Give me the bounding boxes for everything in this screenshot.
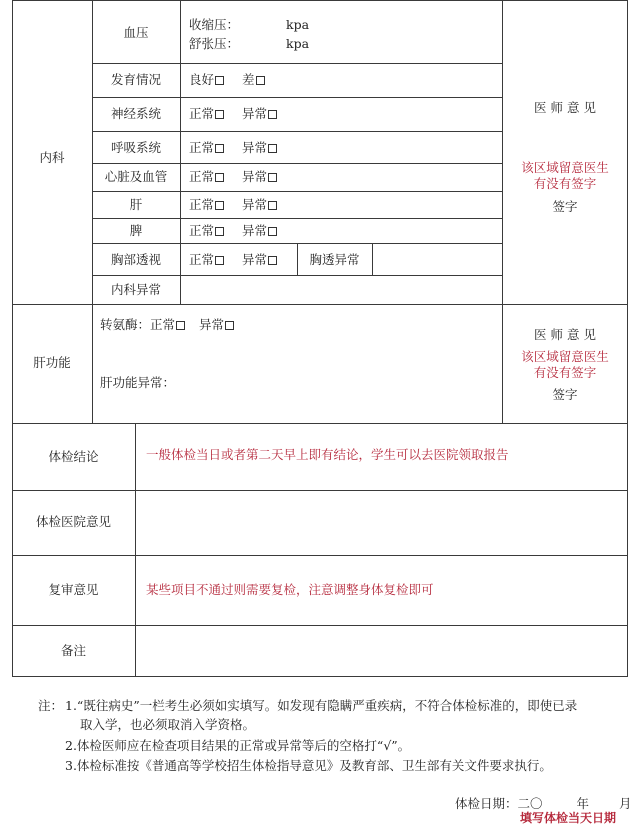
checkbox-abnormal[interactable] <box>268 256 277 265</box>
checkbox-abnormal[interactable] <box>225 321 234 330</box>
checkbox-abnormal[interactable] <box>268 173 277 182</box>
checkbox-normal[interactable] <box>215 110 224 119</box>
diastolic-unit: kpa <box>286 36 310 51</box>
annotation-doctor-signature: 有没有签字 <box>533 176 597 191</box>
option-normal: 正常 <box>189 223 224 239</box>
divider <box>180 0 181 305</box>
note-item: 1.“既往病史”一栏考生必须如实填写。如发现有隐瞒严重疾病，不符合体检标准的，即使已录 <box>65 698 578 713</box>
row-line <box>12 555 628 556</box>
divider <box>372 243 373 275</box>
row-line <box>92 243 502 244</box>
row-label-heart: 心脏及血管 <box>104 169 168 184</box>
option-abnormal: 异常 <box>242 252 277 268</box>
checkbox-normal[interactable] <box>215 256 224 265</box>
row-line <box>92 218 502 219</box>
row-label-review-opinion: 复审意见 <box>48 582 99 597</box>
row-label-liver: 肝 <box>129 197 143 212</box>
option-normal: 正常 <box>189 169 224 185</box>
row-label-blood-pressure: 血压 <box>123 25 149 40</box>
row-label-nervous: 神经系统 <box>110 106 161 121</box>
doctor-opinion-label: 医 师 意 见 <box>534 100 596 115</box>
liver-abnormal-label: 肝功能异常： <box>100 375 176 390</box>
checkbox-normal[interactable] <box>215 201 224 210</box>
note-item: 取入学，也必须取消入学资格。 <box>80 717 256 732</box>
annotation-doctor-signature: 该区域留意医生 <box>521 349 609 364</box>
option-abnormal: 异常 <box>242 223 277 239</box>
checkbox-abnormal[interactable] <box>268 144 277 153</box>
option-normal: 正常 <box>189 252 224 268</box>
row-line <box>92 191 502 192</box>
option-abnormal: 异常 <box>242 140 277 156</box>
diastolic-label: 舒张压： <box>189 36 240 51</box>
checkbox-poor[interactable] <box>256 76 265 85</box>
row-label-chest-xray: 胸部透视 <box>110 252 161 267</box>
divider <box>502 0 503 305</box>
signature-label: 签字 <box>552 387 578 402</box>
option-abnormal: 异常 <box>242 169 277 185</box>
signature-label: 签字 <box>552 199 578 214</box>
annotation-doctor-signature: 有没有签字 <box>533 365 597 380</box>
row-label-internal-abnormal: 内科异常 <box>110 282 161 297</box>
row-line <box>92 97 502 98</box>
row-line <box>92 63 502 64</box>
annotation-review: 某些项目不通过则需要复检，注意调整身体复检即可 <box>146 582 434 597</box>
systolic-label: 收缩压： <box>189 17 240 32</box>
option-normal: 正常 <box>189 197 224 213</box>
chest-xray-abnormal-label: 胸透异常 <box>309 252 360 267</box>
checkbox-normal[interactable] <box>215 173 224 182</box>
checkbox-abnormal[interactable] <box>268 227 277 236</box>
annotation-doctor-signature: 该区域留意医生 <box>521 160 609 175</box>
note-item: 2.体检医师应在检查项目结果的正常或异常等后的空格打“√”。 <box>65 738 411 753</box>
row-line <box>12 490 628 491</box>
option-poor: 差 <box>242 72 265 88</box>
row-label-spleen: 脾 <box>129 223 143 238</box>
section-label-internal: 内科 <box>39 150 65 165</box>
checkbox-abnormal[interactable] <box>268 110 277 119</box>
notes-prefix: 注： <box>38 698 64 713</box>
divider <box>135 423 136 677</box>
row-line <box>92 163 502 164</box>
checkbox-good[interactable] <box>215 76 224 85</box>
note-item: 3.体检标准按《普通高等学校招生体检指导意见》及教育部、卫生部有关文件要求执行。 <box>65 758 552 773</box>
option-good: 良好 <box>189 72 224 88</box>
checkbox-abnormal[interactable] <box>268 201 277 210</box>
annotation-conclusion: 一般体检当日或者第二天早上即有结论，学生可以去医院领取报告 <box>146 447 509 462</box>
checkbox-normal[interactable] <box>215 227 224 236</box>
row-label-conclusion: 体检结论 <box>48 449 99 464</box>
row-label-respiratory: 呼吸系统 <box>110 140 161 155</box>
annotation-exam-date: 填写体检当天日期 <box>520 811 617 825</box>
option-normal: 正常 <box>189 106 224 122</box>
row-line <box>92 131 502 132</box>
option-normal: 正常 <box>189 140 224 156</box>
systolic-unit: kpa <box>286 17 310 32</box>
option-abnormal: 异常 <box>242 106 277 122</box>
row-label-hospital-opinion: 体检医院意见 <box>35 514 111 529</box>
row-label-remarks: 备注 <box>60 643 86 658</box>
row-label-development: 发育情况 <box>110 72 161 87</box>
divider <box>92 304 93 424</box>
section-label-liver-function: 肝功能 <box>33 355 71 370</box>
row-line <box>12 625 628 626</box>
checkbox-normal[interactable] <box>215 144 224 153</box>
checkbox-normal[interactable] <box>176 321 185 330</box>
doctor-opinion-label: 医 师 意 见 <box>534 327 596 342</box>
row-line <box>92 275 502 276</box>
enzyme-row: 转氨酶：正常 异常 <box>100 317 234 333</box>
exam-date: 体检日期：二〇 年 月 <box>455 796 632 811</box>
option-abnormal: 异常 <box>242 197 277 213</box>
